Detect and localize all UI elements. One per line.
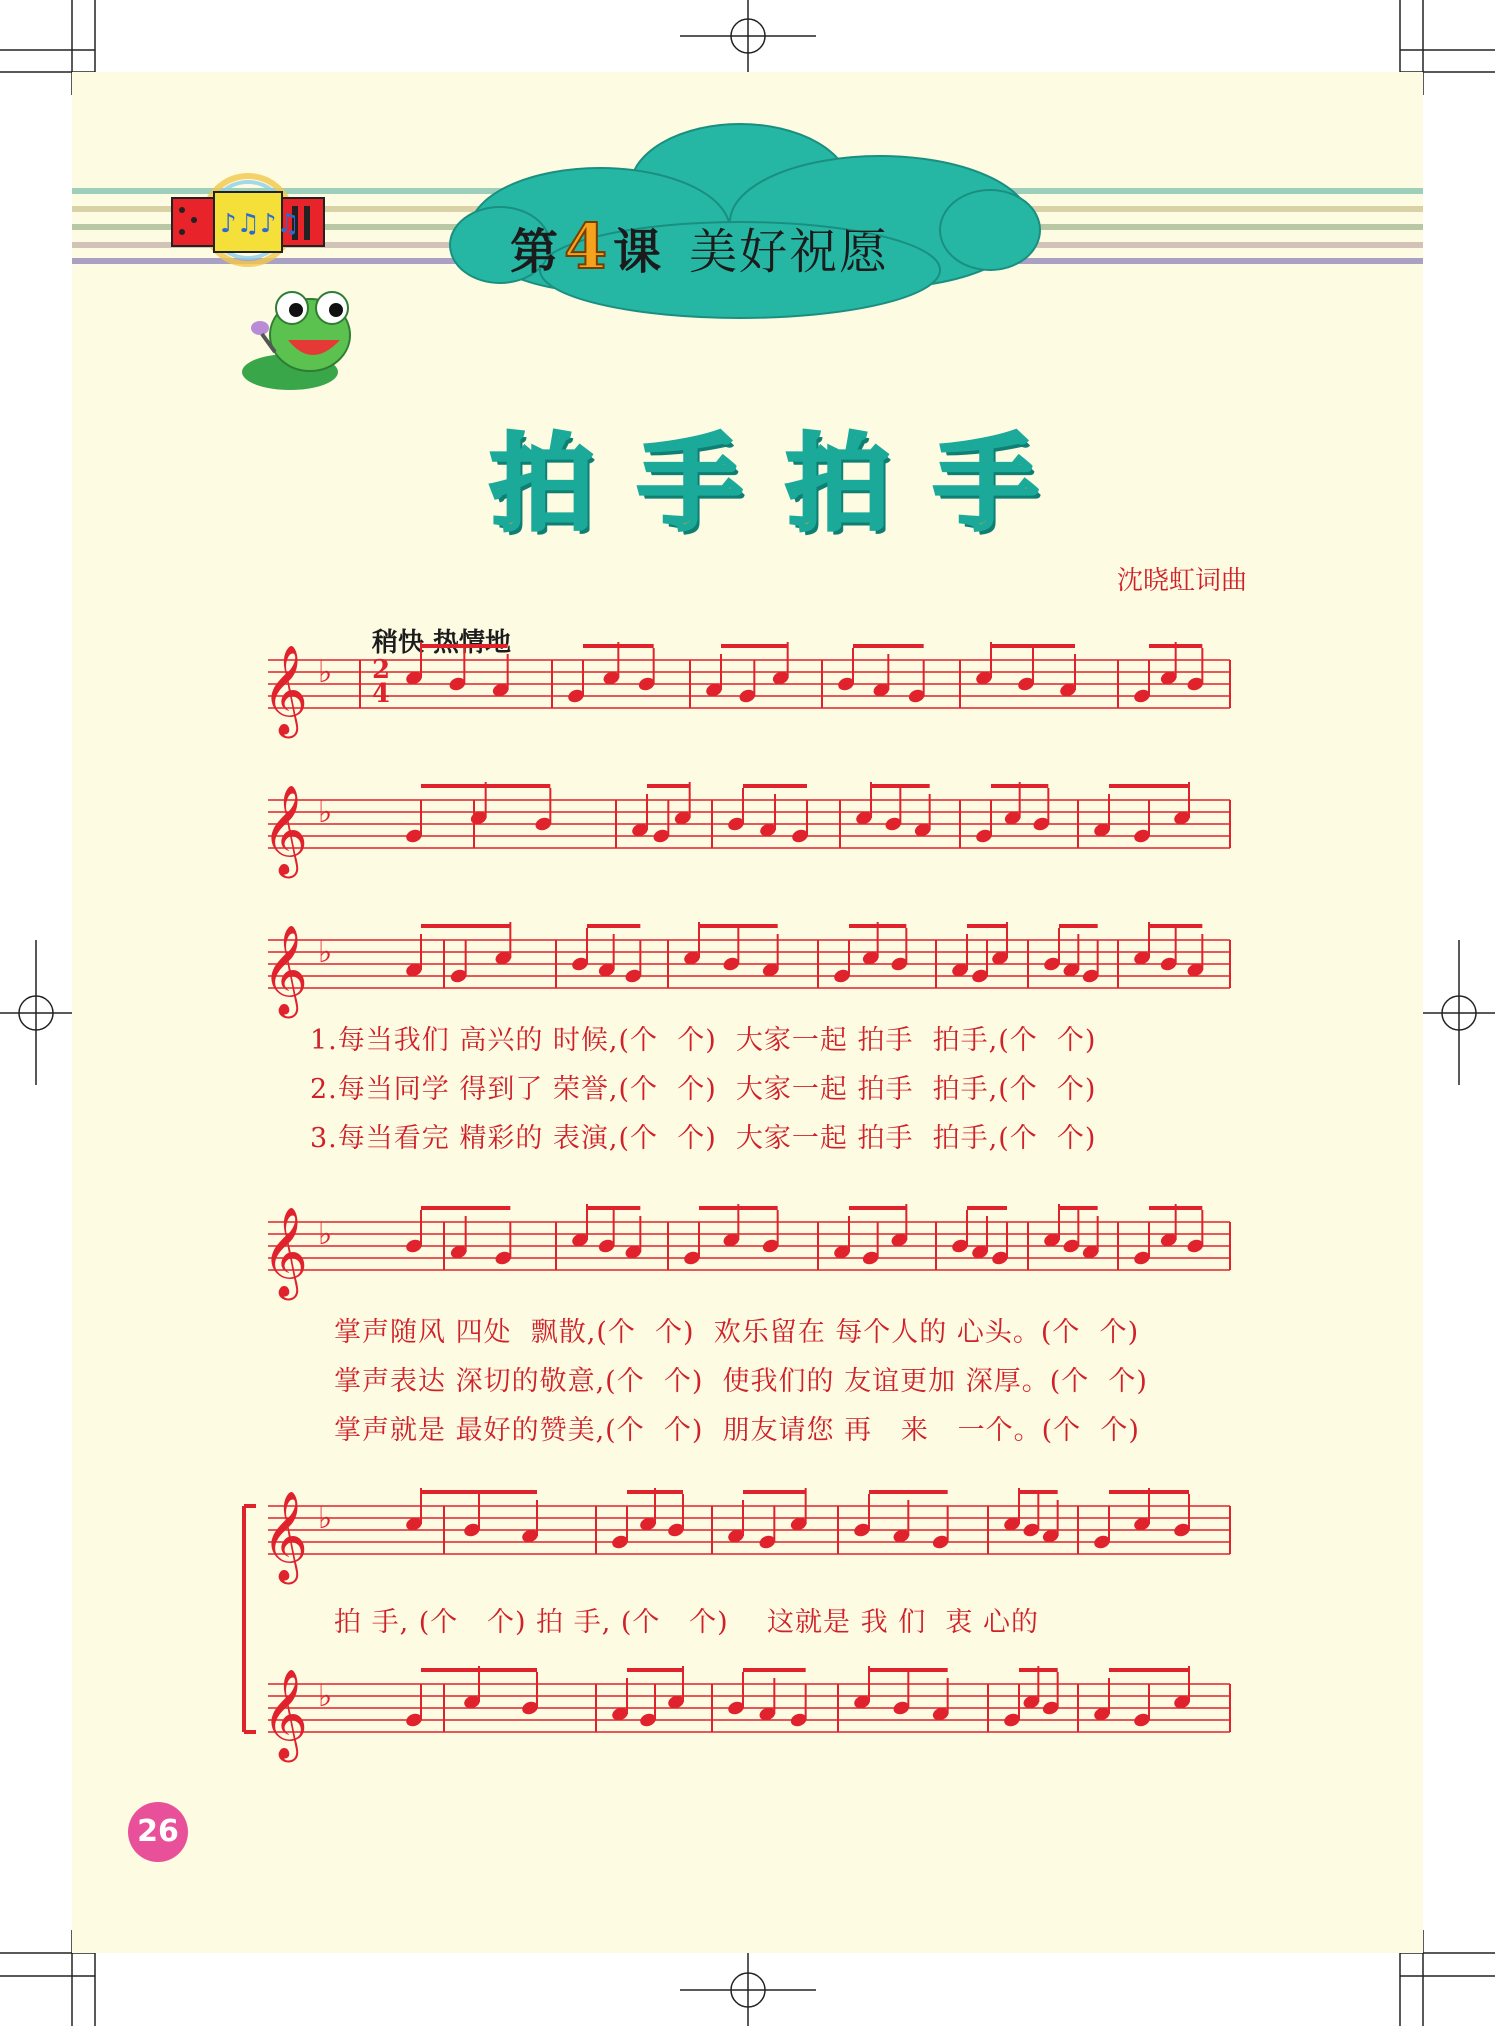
lesson-title: 美好祝愿	[689, 224, 890, 280]
lesson-number: 4	[564, 210, 608, 283]
lyric-row5: 拍 手, (个 个) 拍 手, (个 个) 这就是 我 们 衷 心的	[334, 1607, 1039, 1638]
lesson-prefix: 第	[510, 224, 559, 280]
time-signature-top: 2	[372, 655, 391, 685]
treble-clef: 𝄞	[262, 1669, 309, 1759]
tempo-marking: 稍快 热情地	[372, 628, 512, 658]
lyric-row3-verse3: 3.每当看完 精彩的 表演,(个 个) 大家一起 拍手 拍手,(个 个)	[310, 1123, 1097, 1154]
flat-key-signature: ♭	[318, 1501, 333, 1536]
lyric-row4-verse3: 掌声就是 最好的赞美,(个 个) 朋友请您 再 来 一个。(个 个)	[334, 1415, 1140, 1446]
treble-clef: 𝄞	[262, 1491, 309, 1581]
song-title: 拍手拍手	[490, 423, 1083, 545]
flat-key-signature: ♭	[318, 1679, 333, 1714]
flat-key-signature: ♭	[318, 795, 333, 830]
time-signature-bottom: 4	[372, 679, 391, 709]
treble-clef: 𝄞	[262, 1207, 309, 1297]
lyric-row4-verse2: 掌声表达 深切的敬意,(个 个) 使我们的 友谊更加 深厚。(个 个)	[334, 1366, 1148, 1397]
treble-clef: 𝄞	[262, 785, 309, 875]
lyric-row4-verse1: 掌声随风 四处 飘散,(个 个) 欢乐留在 每个人的 心头。(个 个)	[334, 1317, 1140, 1348]
treble-clef: 𝄞	[262, 645, 309, 735]
page-number-badge: 26	[128, 1802, 188, 1862]
flat-key-signature: ♭	[318, 655, 333, 690]
lesson-suffix: 课	[613, 224, 662, 280]
flat-key-signature: ♭	[318, 1217, 333, 1252]
lyric-row3-verse2: 2.每当同学 得到了 荣誉,(个 个) 大家一起 拍手 拍手,(个 个)	[310, 1074, 1097, 1105]
treble-clef: 𝄞	[262, 925, 309, 1015]
lyric-row3-verse1: 1.每当我们 高兴的 时候,(个 个) 大家一起 拍手 拍手,(个 个)	[310, 1025, 1097, 1056]
flat-key-signature: ♭	[318, 935, 333, 970]
composer-credit: 沈晓虹词曲	[1116, 566, 1247, 596]
svg-text:♪♫♪♫: ♪♫♪♫	[220, 209, 300, 239]
